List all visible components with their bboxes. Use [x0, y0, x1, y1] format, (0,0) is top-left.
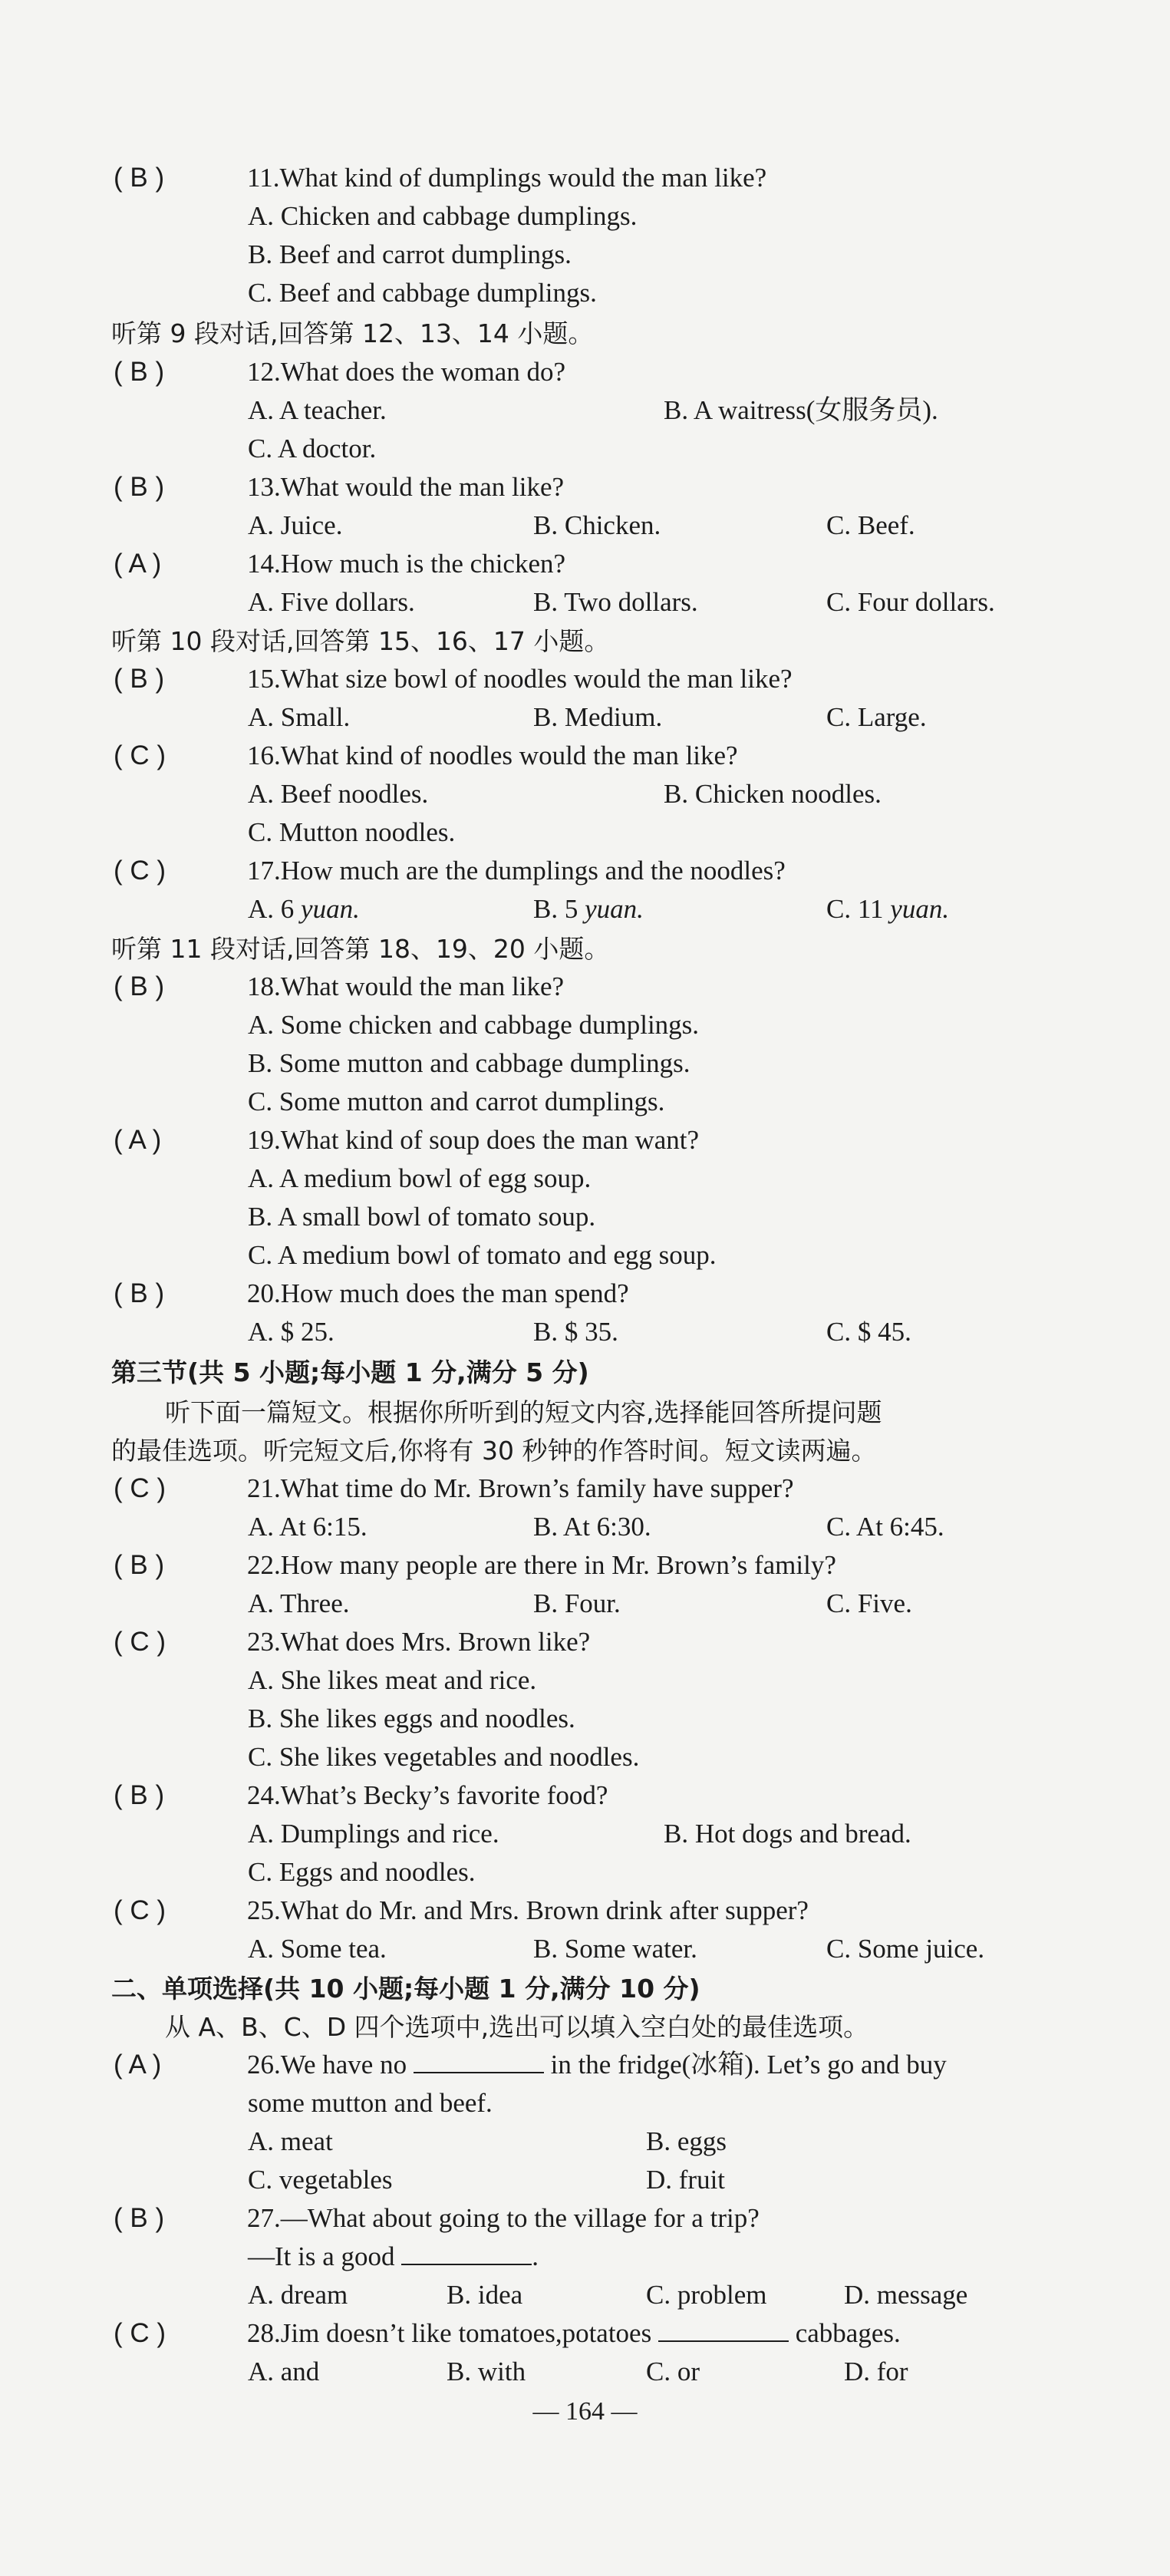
option-a: A. A medium bowl of egg soup. [248, 1163, 592, 1193]
question-26: ( A ) 26.We have no in the fridge(冰箱). Let’s go and buy [0, 2046, 1170, 2084]
segment-10-heading: 听第 10 段对话,回答第 15、16、17 小题。 [111, 626, 610, 656]
option-c: C. Some mutton and carrot dumplings. [248, 1087, 665, 1116]
question-20: ( B ) 20.How much does the man spend? [114, 1278, 629, 1308]
question-18: ( B ) 18.What would the man like? [114, 971, 565, 1001]
option-b: B. eggs [646, 2126, 727, 2156]
option-b: B. At 6:30. [533, 1512, 651, 1542]
question-stem: What’s Becky’s favorite food? [280, 1780, 608, 1810]
option-b: B. with [447, 2357, 526, 2386]
answer-mark: ( B ) [114, 163, 165, 193]
option-a: A. Five dollars. [248, 587, 415, 617]
question-17: ( C ) 17.How much are the dumplings and the noodles? [114, 856, 786, 886]
option-b: B. Chicken. [533, 510, 661, 540]
question-13: ( B ) 13.What would the man like? [114, 472, 565, 502]
option-a: A. Some tea. [248, 1934, 387, 1964]
option-a: A. At 6:15. [248, 1512, 367, 1542]
option-a: A. A teacher. [248, 395, 387, 425]
option-c: C. A medium bowl of tomato and egg soup. [248, 1240, 717, 1270]
segment-9-heading: 听第 9 段对话,回答第 12、13、14 小题。 [111, 318, 594, 348]
option-b: B. Beef and carrot dumplings. [248, 239, 572, 269]
question-stem: What kind of noodles would the man like? [280, 740, 738, 770]
option-b: B. Chicken noodles. [664, 779, 882, 809]
question-stem-line-2: some mutton and beef. [248, 2088, 493, 2118]
question-stem: What would the man like? [280, 971, 565, 1001]
question-stem: —What about going to the village for a trip? [280, 2203, 760, 2233]
option-c: C. Eggs and noodles. [248, 1857, 476, 1887]
option-b: B. $ 35. [533, 1317, 618, 1347]
option-a: A. Chicken and cabbage dumplings. [248, 201, 638, 231]
answer-blank [414, 2046, 544, 2073]
question-stem: What size bowl of noodles would the man like? [280, 664, 793, 694]
section-3-instructions-line-2: 的最佳选项。听完短文后,你将有 30 秒钟的作答时间。短文读两遍。 [111, 1436, 877, 1466]
option-b: B. Some water. [533, 1934, 697, 1964]
option-a: A. Juice. [248, 510, 343, 540]
option-b: B. Medium. [533, 702, 663, 732]
option-c: C. or [646, 2357, 700, 2386]
option-a: A. meat [248, 2126, 333, 2156]
part-2-heading: 二、单项选择(共 10 小题;每小题 1 分,满分 10 分) [111, 1974, 700, 2004]
option-c: C. vegetables [248, 2165, 393, 2195]
option-d: D. fruit [646, 2165, 726, 2195]
option-b: B. A waitress(女服务员). [664, 395, 938, 425]
section-3-instructions-line-1: 听下面一篇短文。根据你所听到的短文内容,选择能回答所提问题 [165, 1397, 882, 1427]
question-stem: How many people are there in Mr. Brown’s family? [280, 1550, 836, 1580]
option-c: C. Five. [826, 1588, 912, 1618]
part-2-instructions: 从 A、B、C、D 四个选项中,选出可以填入空白处的最佳选项。 [165, 2012, 869, 2042]
page-number: — 164 — [532, 2397, 638, 2426]
question-22: ( B ) 22.How many people are there in Mr. Brown’s family? [114, 1550, 836, 1580]
question-stem: How much is the chicken? [280, 549, 566, 579]
option-a: A. Three. [248, 1588, 350, 1618]
option-a: A. Some chicken and cabbage dumplings. [248, 1010, 700, 1040]
question-16: ( C ) 16.What kind of noodles would the man like? [114, 740, 738, 770]
option-b: B. Some mutton and cabbage dumplings. [248, 1048, 690, 1078]
option-a: A. Dumplings and rice. [248, 1819, 499, 1849]
segment-11-heading: 听第 11 段对话,回答第 18、19、20 小题。 [111, 934, 610, 964]
option-d: D. for [844, 2357, 908, 2386]
option-c: C. At 6:45. [826, 1512, 944, 1542]
option-b: B. 5 yuan. [533, 894, 644, 924]
question-stem: What time do Mr. Brown’s family have supper? [280, 1473, 794, 1503]
question-24: ( B ) 24.What’s Becky’s favorite food? [114, 1780, 608, 1810]
answer-blank [658, 2314, 789, 2342]
option-a: A. dream [248, 2280, 348, 2310]
section-3-heading: 第三节(共 5 小题;每小题 1 分,满分 5 分) [111, 1357, 589, 1387]
option-b: B. She likes eggs and noodles. [248, 1704, 575, 1733]
option-b: B. idea [447, 2280, 523, 2310]
question-27: ( B ) 27.—What about going to the village for a trip? [114, 2203, 760, 2233]
option-a: A. She likes meat and rice. [248, 1665, 537, 1695]
option-c: C. Four dollars. [826, 587, 995, 617]
option-c: C. 11 yuan. [826, 894, 950, 924]
question-stem: How much are the dumplings and the noodles? [280, 856, 786, 886]
question-19: ( A ) 19.What kind of soup does the man want? [114, 1125, 700, 1155]
question-25: ( C ) 25.What do Mr. and Mrs. Brown drink after supper? [114, 1895, 809, 1925]
option-b: B. Hot dogs and bread. [664, 1819, 911, 1849]
question-stem: What kind of soup does the man want? [280, 1125, 700, 1155]
option-c: C. Beef. [826, 510, 915, 540]
question-11: ( B ) 11.What kind of dumplings would the man like? [0, 159, 1170, 197]
question-stem: What does the woman do? [280, 357, 566, 387]
question-stem: What kind of dumplings would the man like? [279, 163, 767, 193]
option-b: B. Four. [533, 1588, 621, 1618]
option-a: A. Beef noodles. [248, 779, 429, 809]
question-12: ( B ) 12.What does the woman do? [114, 357, 566, 387]
option-b: B. Two dollars. [533, 587, 698, 617]
option-c: C. A doctor. [248, 434, 377, 463]
option-d: D. message [844, 2280, 968, 2310]
option-c: C. Beef and cabbage dumplings. [248, 278, 597, 308]
option-c: C. problem [646, 2280, 767, 2310]
option-a: A. 6 yuan. [248, 894, 360, 924]
option-c: C. Some juice. [826, 1934, 985, 1964]
option-c: C. She likes vegetables and noodles. [248, 1742, 640, 1772]
question-14: ( A ) 14.How much is the chicken? [114, 549, 566, 579]
question-28: ( C ) 28.Jim doesn’t like tomatoes,potatoes cabbages. [0, 2314, 1170, 2353]
question-stem-line-2: —It is a good . [248, 2238, 539, 2276]
option-c: C. Mutton noodles. [248, 817, 456, 847]
answer-blank [401, 2238, 532, 2265]
option-b: B. A small bowl of tomato soup. [248, 1202, 596, 1232]
option-a: A. $ 25. [248, 1317, 335, 1347]
option-a: A. and [248, 2357, 320, 2386]
question-stem: What do Mr. and Mrs. Brown drink after supper? [280, 1895, 809, 1925]
question-stem: How much does the man spend? [280, 1278, 629, 1308]
question-stem: What does Mrs. Brown like? [280, 1627, 591, 1657]
question-21: ( C ) 21.What time do Mr. Brown’s family have supper? [114, 1473, 794, 1503]
question-15: ( B ) 15.What size bowl of noodles would the man like? [114, 664, 793, 694]
question-23: ( C ) 23.What does Mrs. Brown like? [114, 1627, 591, 1657]
option-c: C. $ 45. [826, 1317, 911, 1347]
question-stem: What would the man like? [280, 472, 565, 502]
option-a: A. Small. [248, 702, 351, 732]
option-c: C. Large. [826, 702, 927, 732]
